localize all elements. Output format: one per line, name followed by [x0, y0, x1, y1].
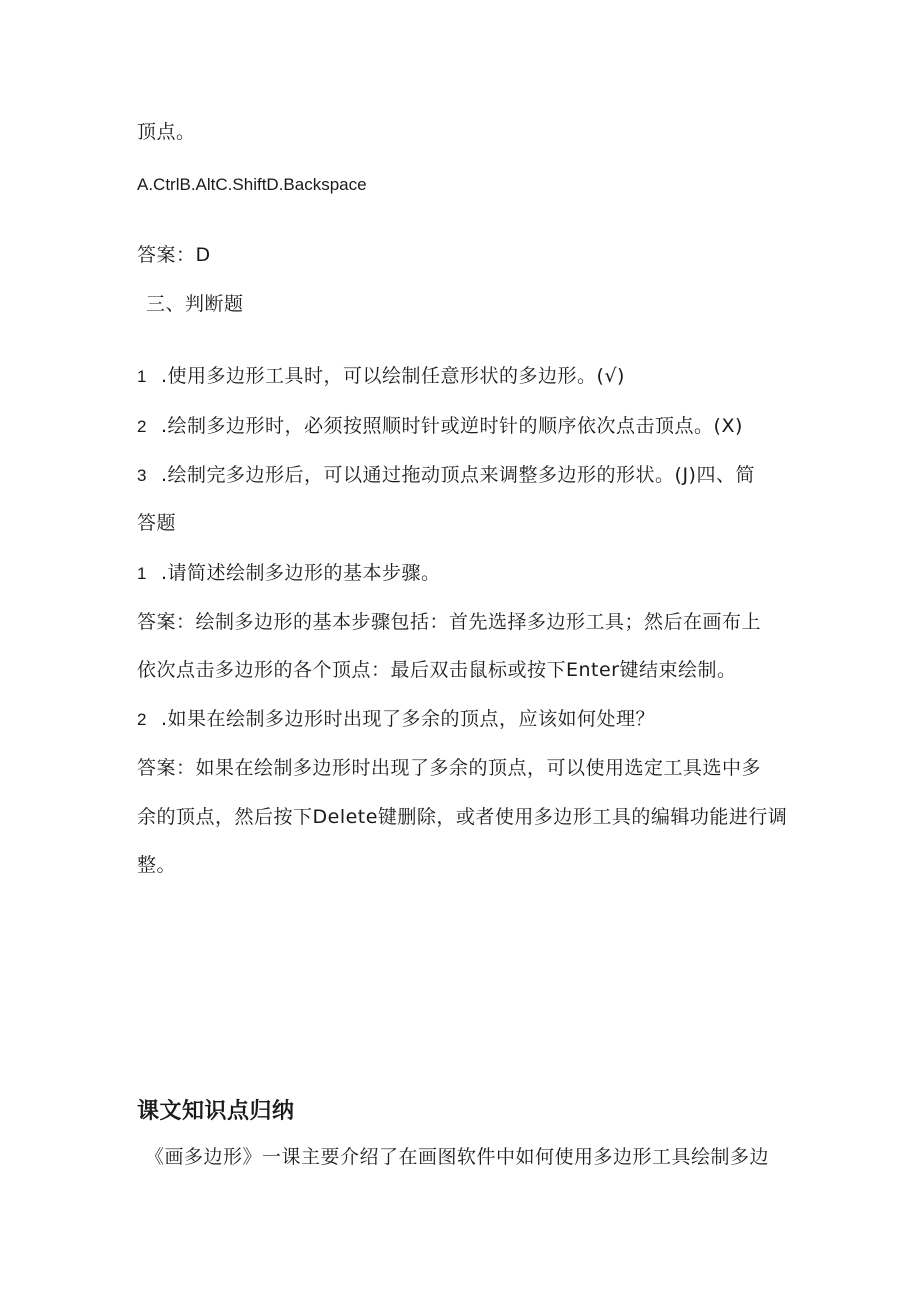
section-heading-true-false: 三、判断题	[146, 293, 244, 315]
tf-item-1-number: 1	[137, 367, 147, 386]
qa-question-2-number: 2	[137, 710, 147, 729]
qa-question-1-text: .请简述绘制多边形的基本步骤。	[161, 562, 441, 584]
tf-item-2	[137, 414, 743, 439]
tf-item-3	[137, 463, 755, 488]
tf-item-3-continuation: 答题	[137, 512, 177, 534]
tf-item-3-number: 3	[137, 466, 147, 485]
summary-heading: 课文知识点归纳	[137, 1099, 295, 1124]
tf-item-3-text: .绘制完多边形后，可以通过拖动顶点来调整多边形的形状。(J)四、简	[161, 464, 755, 486]
mc-answer: 答案：D	[137, 244, 211, 266]
tf-item-1	[137, 364, 625, 389]
qa-question-1-number: 1	[137, 564, 147, 583]
tf-item-2-number: 2	[137, 417, 147, 436]
options-line: A.CtrlB.AltC.ShiftD.Backspace	[137, 175, 367, 194]
tf-item-2-text: .绘制多边形时，必须按照顺时针或逆时针的顺序依次点击顶点。(X)	[161, 415, 743, 437]
qa-answer-2-line-2: 余的顶点，然后按下Delete键删除，或者使用多边形工具的编辑功能进行调	[137, 806, 788, 828]
qa-answer-2-line-3: 整。	[137, 854, 177, 876]
qa-question-2	[137, 707, 655, 732]
qa-answer-1-line-1: 答案：绘制多边形的基本步骤包括：首先选择多边形工具；然后在画布上	[137, 611, 762, 633]
qa-question-1	[137, 561, 441, 586]
qa-question-2-text: .如果在绘制多边形时出现了多余的顶点，应该如何处理？	[161, 708, 656, 730]
qa-answer-2-line-1: 答案：如果在绘制多边形时出现了多余的顶点，可以使用选定工具选中多	[137, 757, 762, 779]
summary-text: 《画多边形》一课主要介绍了在画图软件中如何使用多边形工具绘制多边	[145, 1146, 770, 1168]
tf-item-1-text: .使用多边形工具时，可以绘制任意形状的多边形。(√)	[161, 365, 625, 387]
fragment-top: 顶点。	[137, 121, 196, 143]
qa-answer-1-line-2: 依次点击多边形的各个顶点：最后双击鼠标或按下Enter键结束绘制。	[137, 659, 737, 681]
